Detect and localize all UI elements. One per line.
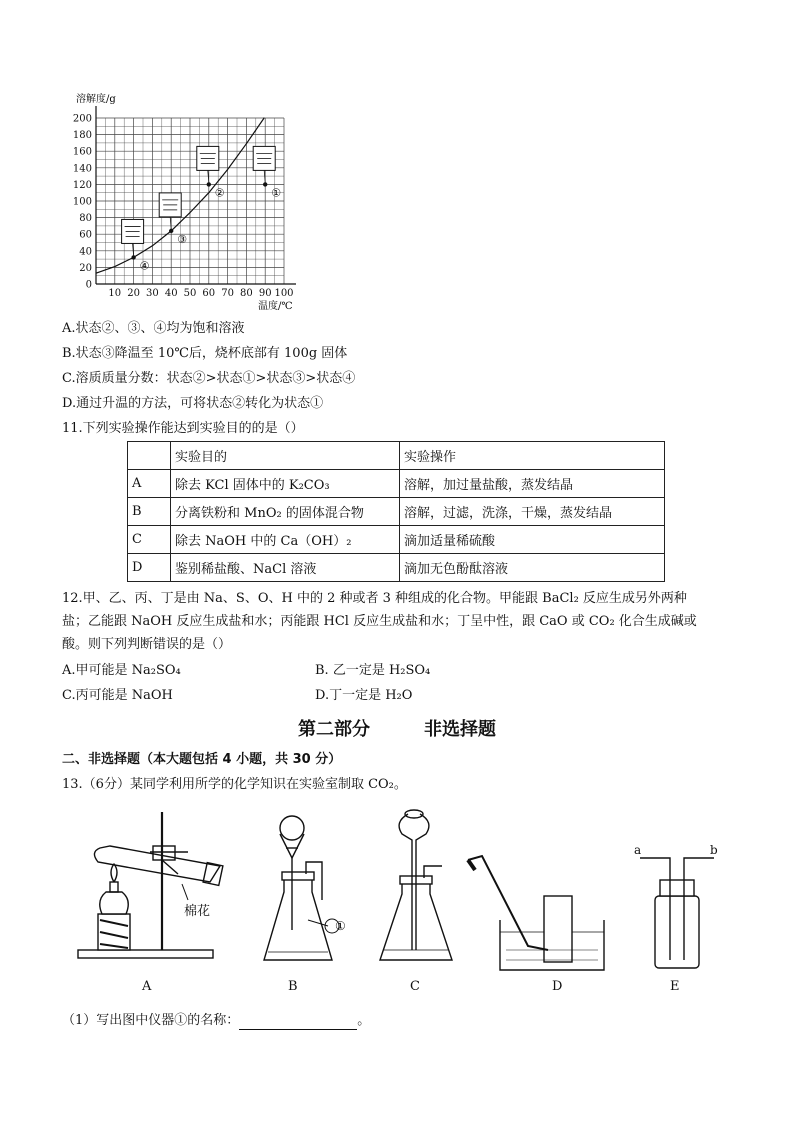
table-row [128,526,665,554]
apparatus-b [264,816,339,960]
table-cell: A [128,470,171,498]
x-tick-label: 20 [127,288,140,299]
table-cell: C [128,526,171,554]
option-10-b: B.状态③降温至 10℃后，烧杯底部有 100g 固体 [62,346,348,361]
table-header-cell: 实验操作 [400,442,665,470]
x-tick-label: 70 [221,288,234,299]
label-a: A [142,979,152,994]
table-cell: 溶解，加过量盐酸，蒸发结晶 [400,470,665,498]
chart-grid [96,106,296,284]
table-cell: 溶解，过滤，洗涤，干燥，蒸发结晶 [400,498,665,526]
state-point [263,182,267,186]
question-11-stem: 11.下列实验操作能达到实验目的的是（） [62,421,304,436]
table-header-cell [128,442,171,470]
y-tick-label: 200 [72,113,92,125]
label-e: E [670,979,680,994]
apparatus-c [380,810,452,960]
question-12-line1: 12.甲、乙、丙、丁是由 Na、S、O、H 中的 2 种或者 3 种组成的化合物。甲能跟 BaCl₂ 反应生成另外两种 [62,591,687,606]
y-tick-label: 100 [72,196,92,208]
question-12-line2: 盐；乙能跟 NaOH 反应生成盐和水；丙能跟 HCl 反应生成盐和水；丁呈中性，跟 CaO 或 CO₂ 化合生成碱或 [62,614,697,629]
state-label: ③ [177,232,188,246]
chart-y-ticks [73,114,92,291]
x-tick-label: 90 [258,288,272,299]
table-cell: 除去 NaOH 中的 Ca（OH）₂ [171,526,400,554]
table-row [128,498,665,526]
y-tick-label: 60 [79,229,92,241]
state-label: ④ [139,259,150,273]
section-heading: 二、非选择题（本大题包括 4 小题，共 30 分） [62,752,342,767]
table-cell: 分离铁粉和 MnO₂ 的固体混合物 [171,498,400,526]
option-12-c: C.丙可能是 NaOH [62,688,173,703]
table-header-cell: 实验目的 [171,442,400,470]
y-tick-label: 20 [79,262,92,274]
label-d: D [552,979,563,994]
option-12-a: A.甲可能是 Na₂SO₄ [62,663,181,678]
chart-x-ticks [108,288,293,299]
part-two-title: 第二部分 非选择题 [298,719,496,740]
question-12-line3: 酸。则下列判断错误的是（） [62,637,232,652]
lab-apparatus-figure [70,800,730,1000]
label-b: B [288,979,298,994]
table-cell: 鉴别稀盐酸、NaCl 溶液 [171,554,400,582]
y-tick-label: 40 [79,246,92,258]
label-c: C [410,979,420,994]
question-13-sub1 [62,1012,370,1030]
apparatus-marker: ① [335,919,346,933]
option-10-a: A.状态②、③、④均为饱和溶液 [62,321,245,336]
table-cell: 除去 KCl 固体中的 K₂CO₃ [171,470,400,498]
x-tick-label: 30 [146,288,159,299]
x-tick-label: 80 [240,288,253,299]
x-tick-label: 60 [202,288,216,299]
apparatus-d [468,856,604,970]
port-label-b: b [710,843,718,857]
state-point [169,229,173,233]
table-cell: B [128,498,171,526]
cotton-label: 棉花 [184,904,211,919]
port-label-a: a [634,843,642,857]
answer-blank[interactable] [239,1016,357,1030]
y-tick-label: 80 [79,213,92,225]
y-tick-label: 120 [72,179,92,191]
x-tick-label: 50 [183,288,197,299]
table-row [128,470,665,498]
solubility-chart [60,88,310,313]
x-tick-label: 100 [274,288,294,299]
table-header-row [128,442,665,470]
sub1-end: 。 [357,1013,371,1028]
state-point [131,255,135,259]
option-12-b: B. 乙一定是 H₂SO₄ [315,663,431,678]
y-tick-label: 140 [72,163,92,175]
question-13-stem: 13.（6分）某同学利用所学的化学知识在实验室制取 CO₂。 [62,777,407,792]
table-row [128,554,665,582]
state-label: ② [214,186,225,200]
apparatus-e [640,858,714,968]
chart-y-label: 溶解度/g [76,94,116,105]
state-label: ① [271,186,282,200]
table-cell: 滴加适量稀硫酸 [400,526,665,554]
y-tick-label: 180 [72,130,92,142]
apparatus-a [78,812,223,958]
x-tick-label: 40 [164,288,178,299]
option-10-d: D.通过升温的方法，可将状态②转化为状态① [62,396,324,411]
state-point [207,182,211,186]
sub1-text: （1）写出图中仪器①的名称： [62,1013,240,1028]
option-10-c: C.溶质质量分数：状态②>状态①>状态③>状态④ [62,371,356,386]
y-tick-label: 160 [72,146,92,158]
table-cell: D [128,554,171,582]
option-12-d: D.丁一定是 H₂O [315,688,413,703]
experiment-table [127,441,665,582]
chart-x-label: 温度/℃ [258,301,293,312]
y-tick-label: 0 [85,279,92,291]
x-tick-label: 10 [108,288,122,299]
table-cell: 滴加无色酚酞溶液 [400,554,665,582]
